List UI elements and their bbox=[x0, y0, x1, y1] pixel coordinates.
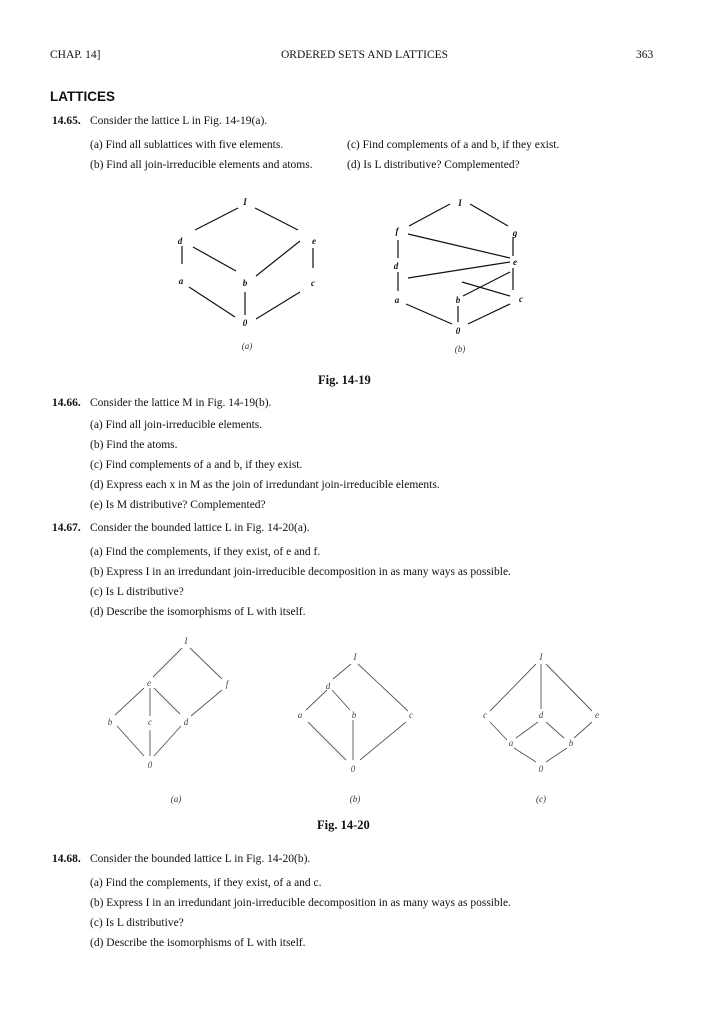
problem-number-14-67: 14.67. bbox=[52, 522, 81, 534]
problem-14-66-part-a: (a) Find all join-irreducible elements. bbox=[90, 419, 263, 431]
fig-14-19b-node-c: c bbox=[519, 294, 523, 304]
fig-14-19b-node-0: 0 bbox=[455, 326, 461, 336]
header-chapter: CHAP. 14] bbox=[50, 49, 101, 61]
fig-14-19a-node-c: c bbox=[311, 278, 315, 288]
problem-14-68-text: Consider the bounded lattice L in Fig. 14-20(b). bbox=[90, 853, 311, 865]
fig-14-19b-node-b: b bbox=[455, 295, 461, 305]
problem-14-67-part-c: (c) Is L distributive? bbox=[90, 586, 184, 598]
problem-14-65-part-b: (b) Find all join-irreducible elements and atoms. bbox=[90, 159, 313, 171]
fig-14-20b-node-I: I bbox=[353, 652, 357, 662]
fig-14-19a-node-e: e bbox=[312, 236, 316, 246]
fig-14-20c-node-b: b bbox=[568, 738, 574, 748]
fig-14-19a-node-a: a bbox=[178, 276, 184, 286]
fig-14-19a-node-I: I bbox=[243, 197, 247, 207]
fig-14-20b-node-c: c bbox=[409, 710, 413, 720]
fig-14-20b-node-d: d bbox=[325, 681, 331, 691]
problem-14-67-part-a: (a) Find the complements, if they exist, of e and f. bbox=[90, 546, 321, 558]
problem-14-65-part-c: (c) Find complements of a and b, if they exist. bbox=[347, 139, 560, 151]
fig-14-20a-node-c: c bbox=[148, 717, 152, 727]
section-title: LATTICES bbox=[50, 89, 115, 104]
problem-14-66-text: Consider the lattice M in Fig. 14-19(b). bbox=[90, 397, 272, 409]
fig-14-19b-node-e: e bbox=[513, 257, 517, 267]
problem-14-66-part-d: (d) Express each x in M as the join of irredundant join-irreducible elements. bbox=[90, 479, 440, 491]
fig-14-19a-subcaption: (a) bbox=[241, 341, 253, 351]
fig-14-20c-subcaption: (c) bbox=[536, 794, 546, 804]
fig-14-19a-node-d: d bbox=[177, 236, 183, 246]
fig-14-20a-subcaption: (a) bbox=[170, 794, 182, 804]
page-number: 363 bbox=[636, 49, 654, 61]
fig-14-19a-node-0: 0 bbox=[242, 318, 248, 328]
problem-14-67-part-d: (d) Describe the isomorphisms of L with itself. bbox=[90, 606, 306, 618]
problem-14-65-part-d: (d) Is L distributive? Complemented? bbox=[347, 159, 520, 171]
fig-14-20a-node-b: b bbox=[107, 717, 113, 727]
figure-14-20-caption: Fig. 14-20 bbox=[317, 818, 370, 832]
fig-14-20a-node-e: e bbox=[147, 678, 151, 688]
problem-14-67-part-b: (b) Express I in an irredundant join-irreducible decomposition in as many ways as possible. bbox=[90, 566, 511, 578]
problem-14-68-part-b: (b) Express I in an irredundant join-irreducible decomposition in as many ways as possible. bbox=[90, 897, 511, 909]
fig-14-19b-node-a: a bbox=[394, 295, 400, 305]
fig-14-19a-node-b: b bbox=[242, 278, 248, 288]
fig-14-19b-subcaption: (b) bbox=[454, 344, 466, 354]
problem-14-68-part-c: (c) Is L distributive? bbox=[90, 917, 184, 929]
fig-14-20b-subcaption: (b) bbox=[349, 794, 361, 804]
fig-14-20b-node-b: b bbox=[351, 710, 357, 720]
figure-14-19-caption: Fig. 14-19 bbox=[318, 373, 371, 387]
fig-14-20c-node-d: d bbox=[538, 710, 544, 720]
fig-14-19b-node-f: f bbox=[395, 226, 399, 236]
problem-number-14-65: 14.65. bbox=[52, 115, 81, 127]
problem-14-65-part-a: (a) Find all sublattices with five elements. bbox=[90, 139, 284, 151]
problem-14-68-part-d: (d) Describe the isomorphisms of L with itself. bbox=[90, 937, 306, 949]
fig-14-20c-node-c: c bbox=[483, 710, 487, 720]
fig-14-20b-node-0: 0 bbox=[350, 764, 356, 774]
fig-14-20a-node-I: I bbox=[184, 636, 188, 646]
fig-14-20c-node-0: 0 bbox=[538, 764, 544, 774]
problem-14-67-text: Consider the bounded lattice L in Fig. 14-20(a). bbox=[90, 522, 310, 534]
problem-14-68-part-a: (a) Find the complements, if they exist, of a and c. bbox=[90, 877, 322, 889]
problem-14-66-part-c: (c) Find complements of a and b, if they exist. bbox=[90, 459, 303, 471]
fig-14-20a-node-f: f bbox=[225, 679, 229, 689]
fig-14-20b-node-a: a bbox=[297, 710, 303, 720]
fig-14-20a-node-d: d bbox=[183, 717, 189, 727]
fig-14-20c-node-a: a bbox=[508, 738, 514, 748]
fig-14-20a-node-0: 0 bbox=[147, 760, 153, 770]
problem-14-65-text: Consider the lattice L in Fig. 14-19(a). bbox=[90, 115, 268, 127]
problem-number-14-66: 14.66. bbox=[52, 397, 81, 409]
problem-14-66-part-b: (b) Find the atoms. bbox=[90, 439, 178, 451]
fig-14-19b-node-d: d bbox=[393, 261, 399, 271]
fig-14-19b-node-g: g bbox=[512, 228, 518, 238]
problem-14-66-part-e: (e) Is M distributive? Complemented? bbox=[90, 499, 266, 511]
problem-number-14-68: 14.68. bbox=[52, 853, 81, 865]
fig-14-19b-node-I: I bbox=[458, 198, 462, 208]
header-title: ORDERED SETS AND LATTICES bbox=[281, 49, 449, 61]
fig-14-20c-node-I: I bbox=[539, 652, 543, 662]
fig-14-20c-node-e: e bbox=[595, 710, 599, 720]
